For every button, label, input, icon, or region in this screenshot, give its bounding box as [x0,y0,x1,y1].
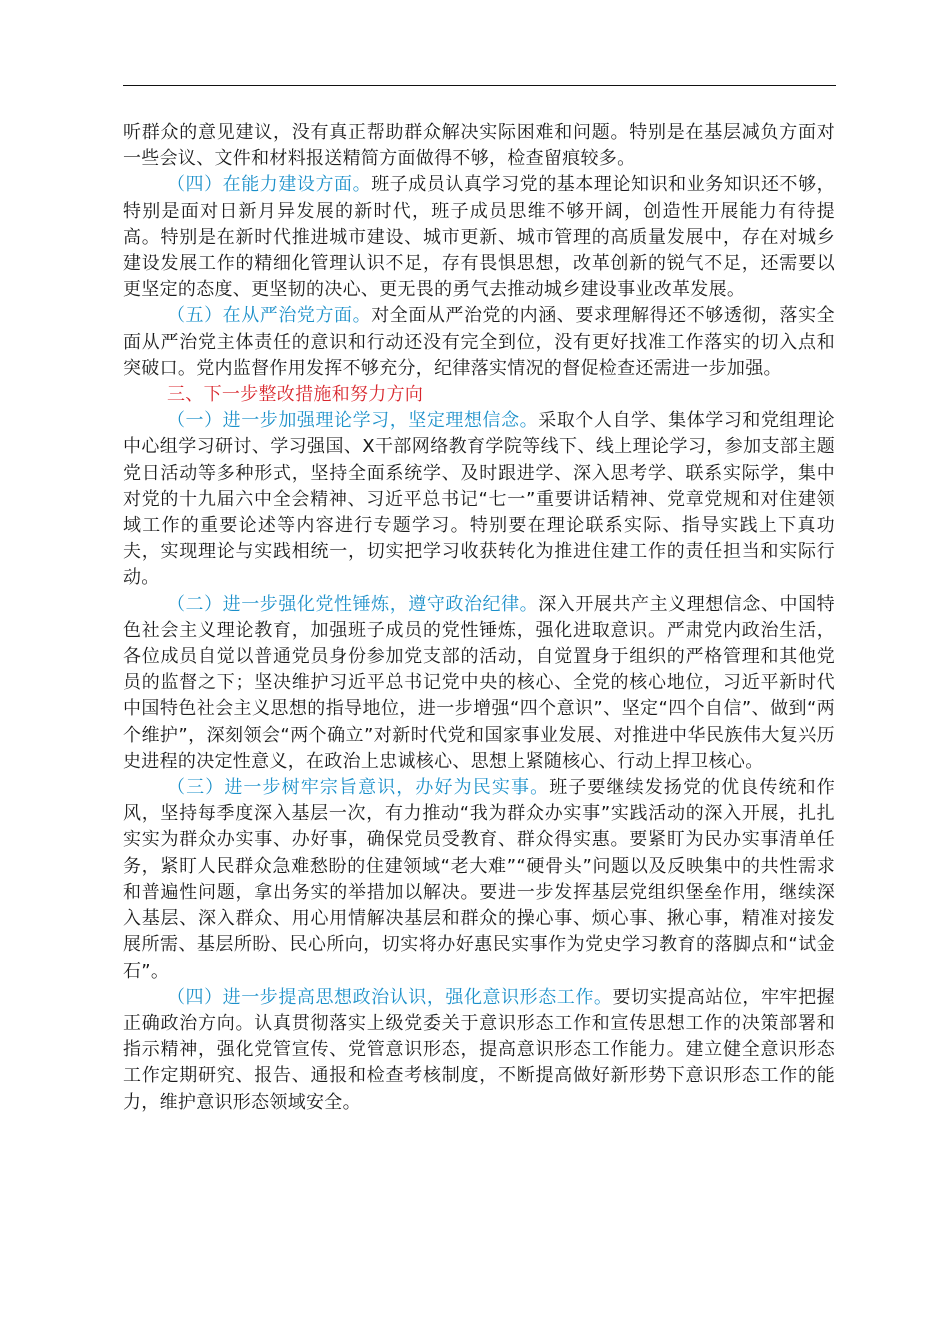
measure-text: 采取个人自学、集体学习和党组理论中心组学习研讨、学习强国、X干部网络教育学院等线下、线上理论学习，参加支部主题党日活动等多种形式，坚持全面系统学、及时跟进学、深入思考学、联系实际学，集中对党的十九届六中全会精神、习近平总书记“七一”重要讲话精神、党章党规和对住建领域工作的重要论述等内容进行专题学习。特别要在理论联系实际、指导实践上下真功夫，实现理论与实践相统一，切实把学习收获转化为推进住建工作的责任担当和实际行动。 [123,410,835,589]
measure-paragraph [123,775,835,985]
measure-heading: （三）进一步树牢宗旨意识，办好为民实事。 [167,777,550,799]
header-rule [123,85,836,86]
measure-paragraph [123,592,835,775]
section-heading: （四）在能力建设方面。 [167,174,372,196]
measure-heading: （四）进一步提高思想政治认识，强化意识形态工作。 [167,986,613,1008]
measure-text: 深入开展共产主义理想信念、中国特色社会主义理论教育，加强班子成员的党性锤炼，强化进取意识。严肃党内政治生活，各位成员自觉以普通党员身份参加党支部的活动，自觉置身于组织的严格管理和其他党员的监督之下；坚决维护习近平总书记党中央的核心、全党的核心地位，习近平新时代中国特色社会主义思想的指导地位，进一步增强“四个意识”、坚定“四个自信”、做到“两个维护”，深刻领会“两个确立”对新时代党和国家事业发展、对推进中华民族伟大复兴历史进程的决定性意义，在政治上忠诚核心、思想上紧随核心、行动上捍卫核心。 [123,593,835,772]
section-paragraph [123,172,835,303]
section-text: 对全面从严治党的内涵、要求理解得还不够透彻，落实全面从严治党主体责任的意识和行动还没有完全到位，没有更好找准工作落实的切入点和突破口。党内监督作用发挥不够充分，纪律落实情况的督促检查还需进一步加强。 [123,305,835,379]
measure-paragraph [123,408,835,591]
measure-heading: （二）进一步强化党性锤炼，遵守政治纪律。 [167,593,539,615]
measure-paragraph [123,985,835,1116]
measure-text: 班子要继续发扬党的优良传统和作风，坚持每季度深入基层一次，有力推动“我为群众办实事”实践活动的深入开展，扎扎实实为群众办实事、办好事，确保党员受教育、群众得实惠。要紧盯为民办实事清单任务，紧盯人民群众急难愁盼的住建领域“老大难”“硬骨头”问题以及反映集中的共性需求和普遍性问题，拿出务实的举措加以解决。要进一步发挥基层党组织堡垒作用，继续深入基层、深入群众、用心用情解决基层和群众的操心事、烦心事、揪心事，精准对接发展所需、基层所盼、民心所向，切实将办好惠民实事作为党史学习教育的落脚点和“试金石”。 [123,777,836,982]
part-heading: 三、下一步整改措施和努力方向 [167,384,424,406]
section-paragraph [123,303,835,382]
measure-text: 要切实提高站位，牢牢把握正确政治方向。认真贯彻落实上级党委关于意识形态工作和宣传思想工作的决策部署和指示精神，强化党管宣传、党管意识形态，提高意识形态工作能力。建立健全意识形态工作定期研究、报告、通报和检查考核制度，不断提高做好新形势下意识形态工作的能力，维护意识形态领域安全。 [123,986,835,1113]
measure-heading: （一）进一步加强理论学习，坚定理想信念。 [167,410,539,432]
continuation-paragraph: 听群众的意见建议，没有真正帮助群众解决实际困难和问题。特别是在基层减负方面对一些会议、文件和材料报送精简方面做得不够，检查留痕较多。 [123,122,835,170]
section-heading: （五）在从严治党方面。 [167,305,372,327]
section-text: 班子成员认真学习党的基本理论知识和业务知识还不够，特别是面对日新月异发展的新时代，班子成员思维不够开阔，创造性开展能力有待提高。特别是在新时代推进城市建设、城市更新、城市管理的高质量发展中，存在对城乡建设发展工作的精细化管理认识不足，存有畏惧思想，改革创新的锐气不足，还需要以更坚定的态度、更坚韧的决心、更无畏的勇气去推动城乡建设事业改革发展。 [123,174,835,301]
document-body [123,120,835,1116]
